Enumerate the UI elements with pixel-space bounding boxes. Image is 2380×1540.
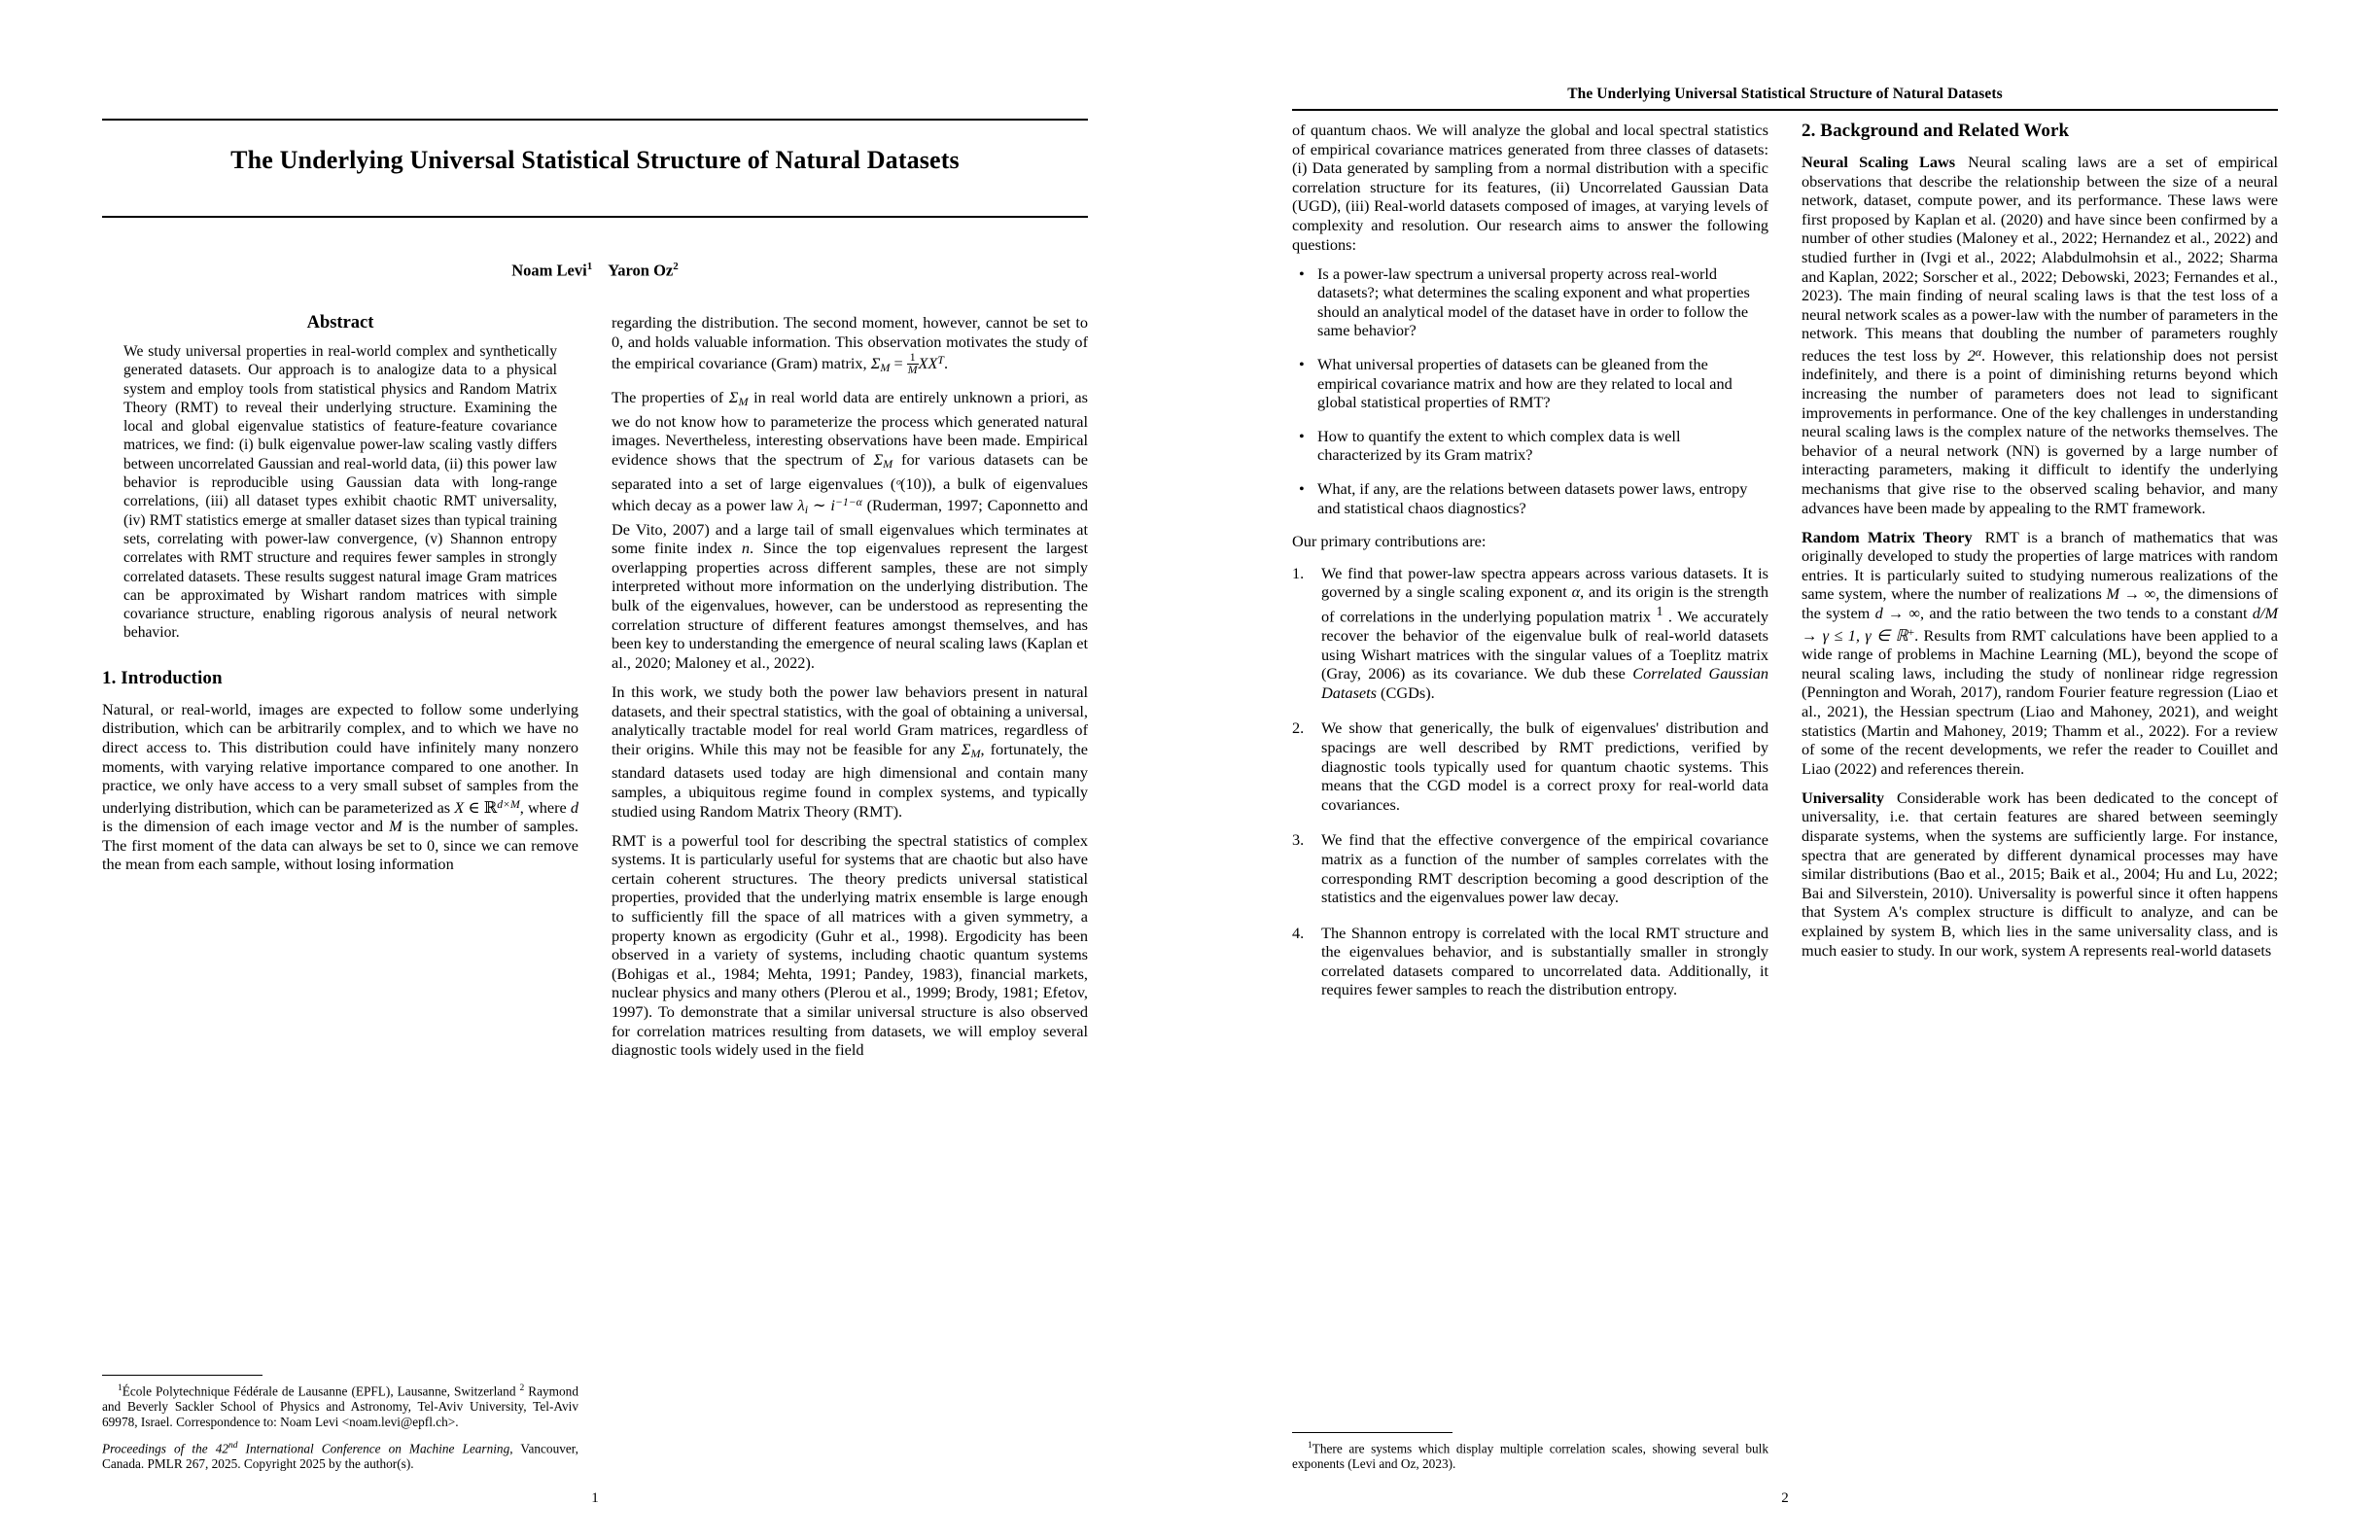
running-head: The Underlying Universal Statistical Structure of Natural Datasets xyxy=(1567,86,2003,102)
running-head-rule xyxy=(1292,109,2278,111)
math-sigma: Σ xyxy=(870,354,881,373)
contribution-1-text-a: We find that power-law spectra appears across various datasets. It is governed by a single scaling exponent xyxy=(1321,563,1768,602)
intro-paragraph-2 xyxy=(612,388,1088,672)
section-heading-background: 2. Background and Related Work xyxy=(1802,121,2070,141)
affiliation-footnote xyxy=(102,1382,578,1429)
proceedings-rest: , Vancouver, Canada. PMLR 267, 2025. Copyright 2025 by the author(s). xyxy=(102,1441,578,1472)
math-alpha-exponent: α xyxy=(1975,345,1982,359)
list-item-number: 3. xyxy=(1292,830,1305,850)
page-title: The Underlying Universal Statistical Structure of Natural Datasets xyxy=(230,146,960,174)
math-sim: ∼ xyxy=(808,496,831,515)
math-ratio-sup: + xyxy=(1908,625,1915,639)
para-head-universality: Universality xyxy=(1802,788,1885,807)
math-XXT: XX xyxy=(918,354,938,373)
math-fraction-one-over-M xyxy=(907,352,919,377)
intro-p2-text-b: in real world data are entirely unknown a priori, as we do not know how to parameterize the process which generated natural images. Nevertheless, interesting observations have been made. Empirical evidence shows that the spectrum of xyxy=(612,388,1088,469)
affiliation-text-b: Raymond and Beverly Sackler School of Physics and Astronomy, Tel-Aviv University, Tel-Aviv 69978, Israel. Correspondence to: Noam Levi <noam.levi@epfl.ch>. xyxy=(102,1383,578,1429)
list-item: • How to quantify the extent to which complex data is well characterized by its Gram matrix? xyxy=(1292,427,1768,465)
intro-p1-text-b: , where xyxy=(519,797,571,817)
page-2-columns xyxy=(1292,121,2278,1472)
contribution-3-text: We find that the effective convergence of the empirical covariance matrix as a function of the number of samples correlates with the corresponding RMT description becoming a good description of the statistics and the eigenvalues power law decay. xyxy=(1321,830,1768,907)
math-frac-denominator: M xyxy=(907,364,918,377)
math-transpose: T xyxy=(937,354,944,368)
math-n: n xyxy=(741,539,750,558)
intro-p3-text-b: , fortunately, the standard datasets used today are high dimensional and contain many samples, a ubiquitous regime found in complex systems, and typically studied using Random Matrix Theory (RMT). xyxy=(612,739,1088,821)
math-equals: = xyxy=(890,354,907,373)
intro-p1-text-c: is the dimension of each image vector and xyxy=(102,817,390,836)
intro-p1-text-d: is the number of samples. The first moment of the data can always be set to 0, since we can remove the mean from each sample, without losing information xyxy=(102,817,578,874)
intro-p2-text-c: for various datasets can be separated into a set of large eigenvalues ( xyxy=(612,449,1089,493)
page-2-footnotes xyxy=(1292,1432,1768,1472)
math-in: ∈ xyxy=(468,797,480,817)
intro-p2-text-f: . Since the top eigenvalues represent the largest overlapping properties across different samples, these are not simply interpreted without more information on the underlying distribution. The bulk of the eigenvalues, however, can be understood as representing the correlation structure of different features amongst themselves, and has been key to understanding the emergence of neural scaling laws (Kaplan et al., 2020; Maloney et al., 2022). xyxy=(612,539,1088,672)
page-2-right-column xyxy=(1802,121,2278,1472)
contributions-list xyxy=(1292,564,1768,999)
page2-intro-continued: of quantum chaos. We will analyze the global and local spectral statistics of empirical covariance matrices generated from three classes of datasets: (i) Data generated by sampling from a normal distribution with a specific correlation structure for its features, (ii) Uncorrelated Gaussian Data (UGD), (iii) Real-world datasets composed of images, at varying levels of complexity and resolution. Our research aims to answer the following questions: xyxy=(1292,121,1768,254)
math-two: 2 xyxy=(1967,345,1976,365)
list-item: • What, if any, are the relations between datasets power laws, entropy and statistical chaos diagnostics? xyxy=(1292,479,1768,517)
math-M: M xyxy=(389,817,402,836)
page-1-left-column xyxy=(102,313,578,1472)
rmt-text-b: , the dimensions of the system xyxy=(1802,584,2279,623)
intro-p1cont-text-b: . xyxy=(943,354,949,373)
rmt-text-c: , and the ratio between the two tends to a constant xyxy=(1920,604,2253,623)
intro-paragraph-4: RMT is a powerful tool for describing the spectral statistics of complex systems. It is particularly useful for systems that are chaotic but also have certain coherent structures. The theory predicts universal statistical properties, provided that the underlying matrix ensemble is large enough to sufficiently fill the space of all matrices with a given symmetry, a property known as ergodicity (Guhr et al., 1998). Ergodicity has been observed in a variety of systems, including chaotic quantum systems (Bohigas et al., 1984; Mehta, 1991; Pandey, 1983), financial markets, nuclear physics and many others (Plerou et al., 1999; Brody, 1981; Efetov, 1997). To demonstrate that a similar universal structure is also observed for correlation matrices resulting from datasets, we will employ several diagnostic tools widely used in the field xyxy=(612,830,1088,1060)
math-d-2: d xyxy=(1874,604,1883,623)
list-item-number: 4. xyxy=(1292,923,1305,942)
math-frac-numerator: 1 xyxy=(907,352,919,365)
page-number-2: 2 xyxy=(1781,1490,1789,1506)
intro-paragraph-1 xyxy=(102,700,578,874)
author-name-1: Noam Levi xyxy=(511,261,587,280)
intro-p3-text-a: In this work, we study both the power law behaviors present in natural datasets, and their spectral statistics, with the goal of obtaining a universal, analytically tractable model for real world Gram matrices, regardless of their origins. While this may not be feasible for any xyxy=(612,682,1088,758)
list-item xyxy=(1292,924,1768,999)
intro-paragraph-1-cont xyxy=(612,313,1088,378)
page-1-columns xyxy=(102,313,1088,1472)
math-big-o: ᵒ xyxy=(895,473,900,493)
page-1-footnotes xyxy=(102,1375,578,1472)
rmt-text-d: . Results from RMT calculations have been applied to a wide range of problems in Machine Learning (ML), beyond the scope of neural scaling laws, including the study of nonlinear ridge regression (Pennington and Worah, 2017), random Fourier feature regression (Liao et al., 2021), the Hessian spectrum (Liao and Mahoney, 2021), and weight statistics (Martin and Mahoney, 2019; Thamm et al., 2022). For a review of some of the recent developments, we refer the reader to Couillet and Liao (2022) and references therein. xyxy=(1802,625,2278,778)
math-sigma-4-sub: M xyxy=(970,746,981,760)
rmt-text-a: RMT is a branch of mathematics that was originally developed to study the properties of large matrices with random entries. It is particularly suited to studying numerous realizations of the same system, where the number of realizations xyxy=(1802,527,2278,604)
intro-p2-text-a: The properties of xyxy=(612,388,729,407)
intro-p1cont-text-a: regarding the distribution. The second moment, however, cannot be set to 0, and holds valuable information. This observation motivates the study of the empirical covariance (Gram) matrix, xyxy=(612,313,1088,373)
math-i-exponent: −1−α xyxy=(834,496,862,509)
math-R: ℝ xyxy=(483,797,498,817)
math-sigma-3: Σ xyxy=(873,449,884,469)
page-2 xyxy=(1190,0,2380,1540)
math-to-infinity-1: → ∞ xyxy=(2119,584,2156,604)
title-rule-top xyxy=(102,119,1088,121)
contribution-1-italic-term: Correlated Gaussian Datasets xyxy=(1321,664,1768,702)
abstract-block xyxy=(102,313,578,643)
page-number-1: 1 xyxy=(591,1490,599,1506)
math-big-o-arg: (10)) xyxy=(900,473,932,493)
intro-p2-text-e: (Ruderman, 1997; Caponnetto and De Vito, 2007) and a large tail of small eigenvalues which terminates at some finite index xyxy=(612,496,1089,558)
math-lambda: λ xyxy=(797,496,805,515)
contribution-1-text-c: . We accurately recover the behavior of the eigenvalue bulk of real-world datasets using Wishart matrices with the singular values of a Toeplitz matrix (Gray, 2006) as its covariance. We dub these xyxy=(1321,607,1769,683)
proceedings-footnote xyxy=(102,1439,578,1472)
math-sigma-3-sub: M xyxy=(883,456,893,471)
title-rule-bottom xyxy=(102,216,1088,218)
neural-scaling-text-a: Neural scaling laws are a set of empirical observations that describe the relationship between the size of a neural network, dataset, compute power, and its performance. These laws were first proposed by Kaplan et al. (2020) and have since been confirmed by a number of other studies (Maloney et al., 2022; Hernandez et al., 2022) and studied further in (Ivgi et al., 2022; Alabdulmohsin et al., 2022; Sharma and Kaplan, 2022; Sorscher et al., 2022; Debowski, 2023; Fernandes et al., 2023). The main finding of neural scaling laws is that the test loss of a neural network scales as a power-law with the number of parameters in the network. This means that doubling the number of parameters roughly reduces the test loss by xyxy=(1802,153,2278,365)
list-item: • What universal properties of datasets can be gleaned from the empirical covariance matrix and how are they related to local and global statistical properties of RMT? xyxy=(1292,355,1768,412)
list-item xyxy=(1292,718,1768,814)
list-item: • Is a power-law spectrum a universal property across real-world datasets?; what determines the scaling exponent and what properties should an analytical model of the dataset have in order to follow the same behavior? xyxy=(1292,264,1768,340)
intro-paragraph-3 xyxy=(612,682,1088,821)
section-heading-introduction: 1. Introduction xyxy=(102,667,223,688)
abstract-text: We study universal properties in real-world complex and synthetically generated datasets. Our approach is to analogize data to a physical system and employ tools from statistical physics and Random Matrix Theory (RMT) to reveal their underlying structure. Examining the local and global eigenvalue statistics of feature-feature covariance matrices, we find: (i) bulk eigenvalue power-law scaling vastly differs between uncorrelated Gaussian and real-world data, (ii) this power law behavior is reproducible using Gaussian data with long-range correlations, (iii) all dataset types exhibit chaotic RMT universality, (iv) RMT statistics emerge at smaller dataset sizes than typical training sets, correlating with power-law convergence, (v) Shannon entropy correlates with RMT structure and requires fewer samples in strongly correlated datasets. These results suggest natural image Gram matrices can be approximated by Wishart random matrices with simple covariance structure, enabling rigorous analysis of neural network behavior. xyxy=(123,343,557,642)
footnote-marker-inline: 1 xyxy=(1656,603,1663,618)
page-1-right-column xyxy=(612,313,1088,1472)
para-head-neural-scaling-laws: Neural Scaling Laws xyxy=(1802,153,1956,171)
contributions-lead-in: Our primary contributions are: xyxy=(1292,532,1487,551)
contribution-1-text-b: , and its origin is the strength of correlations in the underlying population matrix xyxy=(1321,582,1768,626)
math-ratio: d/M → γ ≤ 1, γ ∈ ℝ xyxy=(1802,604,2279,645)
intro-p2-text-d: , a bulk of eigenvalues which decay as a power law xyxy=(612,473,1089,515)
math-to-infinity-2: → ∞ xyxy=(1882,604,1921,623)
proceedings-text-a: Proceedings of the xyxy=(102,1441,216,1456)
math-i: i xyxy=(830,496,835,515)
research-questions-list xyxy=(1292,264,1768,518)
math-lambda-sub-i: i xyxy=(804,503,809,517)
contribution-4-text: The Shannon entropy is correlated with the local RMT structure and the eigenvalues behavior, and is substantially smaller in strongly correlated datasets compared to uncorrelated data. Additionally, it requires fewer samples to reach the distribution entropy. xyxy=(1321,923,1768,999)
page-2-left-column xyxy=(1292,121,1768,1472)
proceedings-ordinal: nd xyxy=(228,1441,238,1452)
math-sigma-2-sub: M xyxy=(738,395,749,409)
math-dxM: d×M xyxy=(497,797,520,811)
contribution-1-text-d: (CGDs). xyxy=(1376,682,1435,702)
contribution-2-text: We show that generically, the bulk of eigenvalues' distribution and spacings are well described by RMT predictions, verified by diagnostic tools typically used for quantum chaotic systems. This means that the CGD model is a correct proxy for real-world data covariances. xyxy=(1321,718,1768,814)
author-list xyxy=(102,261,1088,281)
math-M-2: M xyxy=(2106,584,2120,604)
list-item-number: 1. xyxy=(1292,563,1305,582)
footnote-rule xyxy=(1292,1432,1452,1433)
intro-p1-text-a: Natural, or real-world, images are expected to follow some underlying distribution, which can be arbitrarily complex, and to which we have no direct access to. This distribution could have infinitely many nonzero moments, with varying relative importance compared to one another. In practice, we only have access to a very small subset of samples from the underlying distribution, which can be parameterized as xyxy=(102,699,578,817)
math-d: d xyxy=(570,797,579,817)
author-name-2: Yaron Oz xyxy=(608,261,674,280)
author-affiliation-marker-1: 1 xyxy=(586,261,593,272)
paragraph-universality xyxy=(1802,788,2278,960)
paragraph-neural-scaling-laws xyxy=(1802,153,2278,517)
affiliation-marker-1: 1 xyxy=(118,1383,122,1394)
neural-scaling-text-b: . However, this relationship does not persist indefinitely, and there is a point of diminishing returns beyond which increasing the number of parameters does not lead to significant improvements in performance. One of the key challenges in understanding neural scaling laws is the complex nature of the networks themselves. The behavior of a neural network (NN) is governed by a large number of interacting parameters, making it difficult to identify the underlying mechanisms that give rise to the observed scaling behavior, and many advances have been made by appealing to the RMT framework. xyxy=(1802,345,2279,517)
affiliation-marker-2: 2 xyxy=(519,1383,525,1394)
list-item xyxy=(1292,564,1768,703)
math-sigma-4: Σ xyxy=(961,739,971,758)
author-affiliation-marker-2: 2 xyxy=(673,261,679,272)
list-item xyxy=(1292,830,1768,906)
footnote-rule xyxy=(102,1375,262,1376)
list-item-number: 2. xyxy=(1292,718,1305,738)
math-sigma-2: Σ xyxy=(728,388,739,407)
paragraph-random-matrix-theory xyxy=(1802,528,2278,779)
math-X: X xyxy=(454,797,465,817)
para-head-random-matrix-theory: Random Matrix Theory xyxy=(1802,527,1973,546)
affiliation-text-a: École Polytechnique Fédérale de Lausanne (EPFL), Lausanne, Switzerland xyxy=(122,1383,520,1399)
math-sigma-sub-M: M xyxy=(880,361,891,375)
footnote-number: 1 xyxy=(1308,1441,1312,1452)
universality-text: Considerable work has been dedicated to the concept of universality, i.e. that certain features are shared between seemingly disparate systems, when the systems are sufficiently large. For instance, spectra that are generated by different dynamical processes may have similar distributions (Bao et al., 2015; Baik et al., 2004; Hu and Lu, 2022; Bai and Silverstein, 2010). Universality is powerful since it often happens that System A's complex structure is difficult to analyze, and can be explained by system B, which lies in the same universality class, and is much easier to study. In our work, system A represents real-world datasets xyxy=(1802,788,2278,960)
footnote-1 xyxy=(1292,1439,1768,1472)
proceedings-number: 42 xyxy=(215,1441,228,1456)
proceedings-text-b: International Conference on Machine Learning xyxy=(237,1441,510,1456)
abstract-heading: Abstract xyxy=(306,313,374,332)
math-alpha: α xyxy=(1571,582,1581,602)
footnote-text: There are systems which display multiple correlation scales, showing several bulk exponents (Levi and Oz, 2023). xyxy=(1292,1441,1768,1472)
